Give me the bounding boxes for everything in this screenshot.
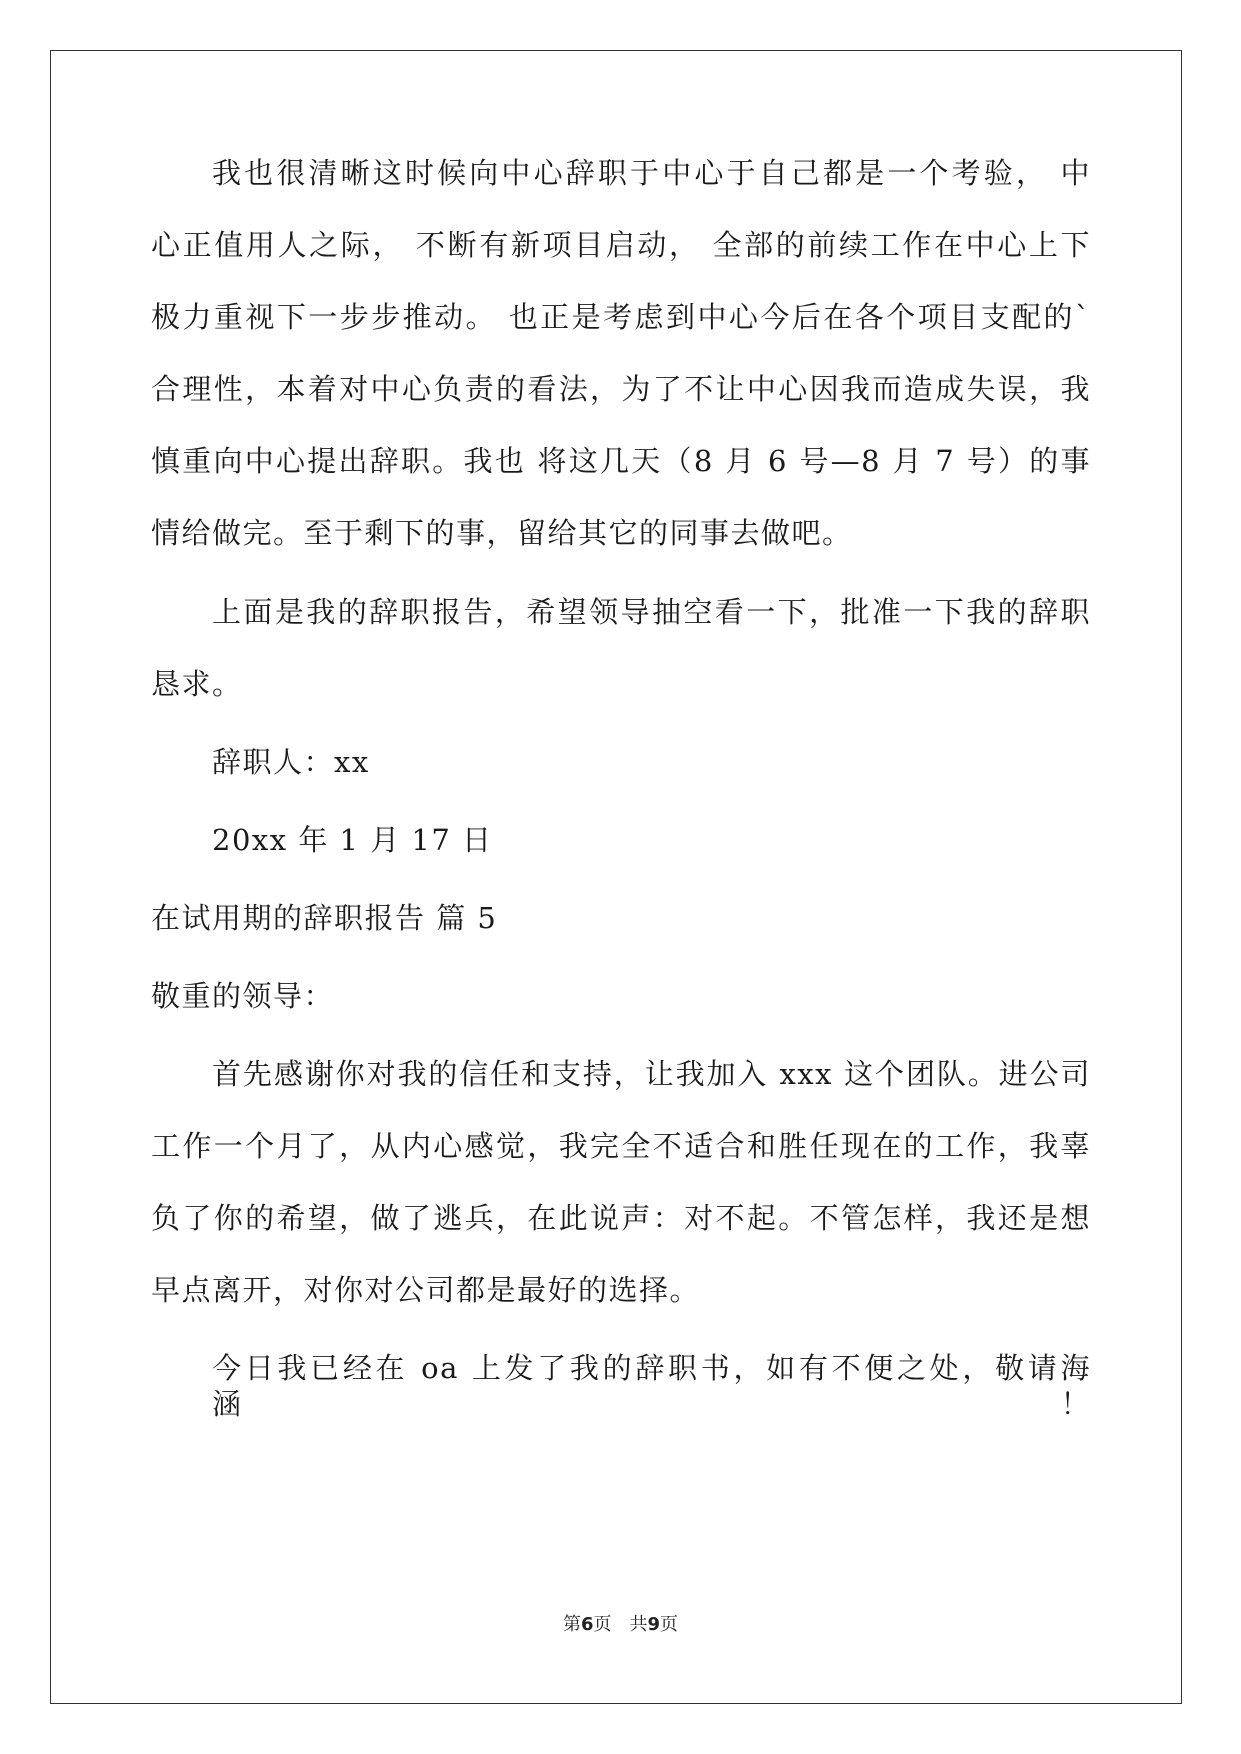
paragraph-line: 合理性，本着对中心负责的看法，为了不让中心因我而造成失误，我 — [151, 372, 1091, 406]
section-heading: 在试用期的辞职报告 篇 5 — [151, 901, 498, 935]
paragraph-line: 首先感谢你对我的信任和支持，让我加入 xxx 这个团队。进公司 — [212, 1057, 1091, 1091]
paragraph-line: 极力重视下一步步推动。 也正是考虑到中心今后在各个项目支配的` — [151, 300, 1091, 334]
paragraph-line: 上面是我的辞职报告，希望领导抽空看一下，批准一下我的辞职 — [212, 595, 1091, 629]
paragraph-line: 心正值用人之际， 不断有新项目启动， 全部的前续工作在中心上下 — [151, 228, 1091, 262]
signature-line: 辞职人：xx — [212, 745, 370, 779]
paragraph-line: 慎重向中心提出辞职。我也 将这几天（8 月 6 号—8 月 7 号）的事 — [151, 444, 1091, 478]
page-prefix: 第 — [562, 1614, 581, 1635]
page-mid: 页 共 — [593, 1614, 648, 1635]
page-footer — [0, 1614, 1241, 1636]
salutation: 敬重的领导： — [151, 979, 335, 1013]
paragraph-line: 恳求。 — [151, 667, 243, 701]
paragraph-line: 早点离开，对你对公司都是最好的选择。 — [151, 1273, 701, 1307]
page-current: 6 — [580, 1614, 594, 1635]
paragraph-line: 负了你的希望，做了逃兵，在此说声：对不起。不管怎样，我还是想 — [151, 1201, 1091, 1235]
date-line: 20xx 年 1 月 17 日 — [212, 823, 493, 857]
paragraph-line: 今日我已经在 oa 上发了我的辞职书，如有不便之处，敬请海涵！ — [212, 1351, 1091, 1421]
page-suffix: 页 — [660, 1614, 679, 1635]
paragraph-line: 工作一个月了，从内心感觉，我完全不适合和胜任现在的工作，我辜 — [151, 1129, 1091, 1163]
page-total: 9 — [647, 1614, 661, 1635]
paragraph-line: 我也很清晰这时候向中心辞职于中心于自己都是一个考验， 中 — [212, 156, 1091, 190]
paragraph-line: 情给做完。至于剩下的事，留给其它的同事去做吧。 — [151, 516, 853, 550]
